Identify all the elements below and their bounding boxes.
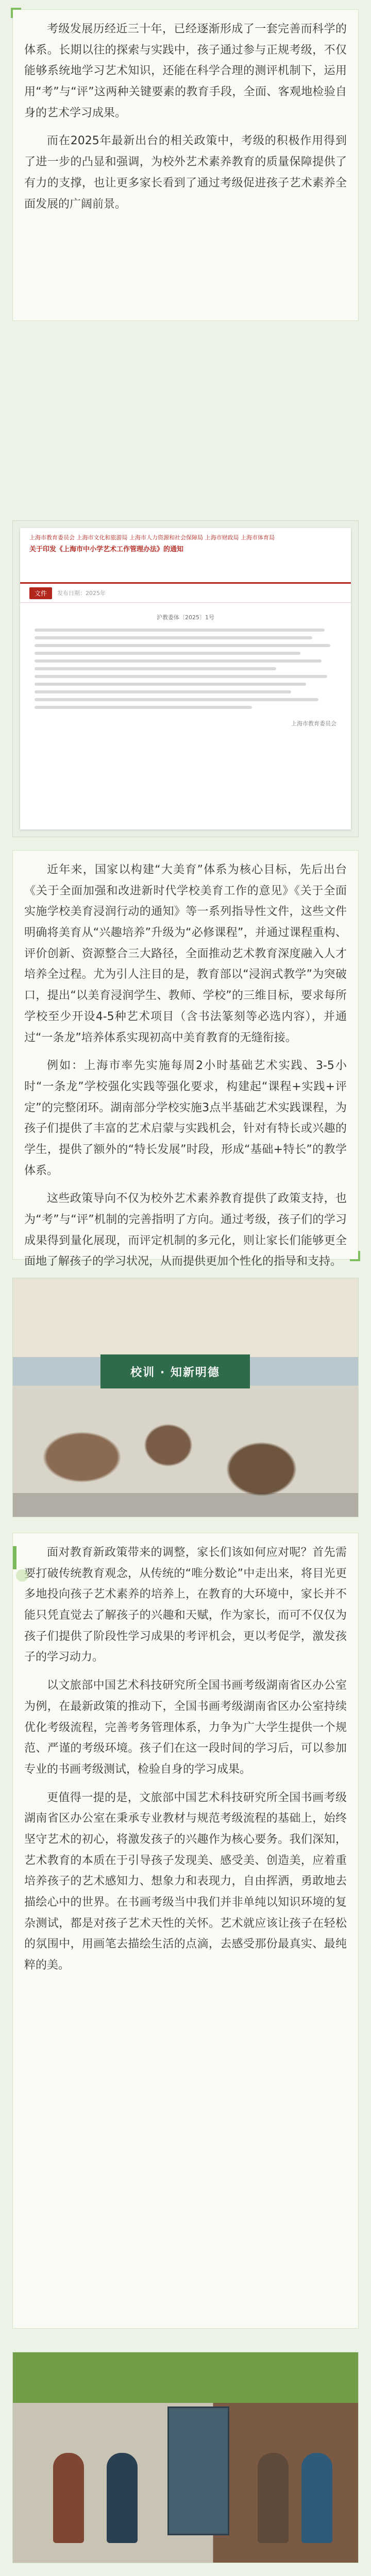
paragraph: 面对教育新政策带来的调整，家长们该如何应对呢？首先需要打破传统教育观念，从传统的“唯分数论”中走出来，将目光更多地投向孩子艺术素养的培养上，在教育的大环境中，家长并不能只凭直觉去了解孩子的兴趣和天赋，作为家长，而可不仅仅为孩子们提供了阶段性学习成果的考评机会，更以考促学，激发孩子的学习动力。 [24,1546,347,1664]
text-line [35,636,312,639]
document-title: 关于印发《上海市中小学艺术工作管理办法》的通知 [29,546,184,553]
exam-venue-photo [12,2352,359,2563]
paragraph: 考级发展历经近三十年，已经逐渐形成了一套完善而科学的体系。长期以往的探索与实践中，孩子通过参与正规考级，不仅能够系统地学习艺术知识，还能在科学合理的测评机制下，运用用“考”与“评”这两种关键要素的教育手段，全面、客观地检验自身的艺术学习成果。 [24,23,347,120]
classroom-photo [12,1278,359,1517]
entrance-gate [167,2406,229,2535]
paragraph: 而在2025年最新出台的相关政策中，考级的积极作用得到了进一步的凸显和强调，为校外艺术素养教育的质量保障提供了有力的支撑，也让更多家长看到了通过考级促进孩子艺术素养全面发展的广阔前景。 [24,134,347,211]
photo-shade [13,1493,358,1517]
document-body [20,603,351,736]
classroom-board: 校训 · 知新明德 [100,1354,250,1388]
paragraph: 例如：上海市率先实施每周2小时基础艺术实践、3-5小时“一条龙”学校强化实践等强化要求，构建起“课程+实践+评定”的完整闭环。湖南部分学校实施3点半基础艺术实践课程，为孩子们提供了丰富的艺术启蒙与实践机会，针对有特长或兴趣的学生，提供了额外的“特长发展”时段，形成“基础+特长”的教学体系。 [24,1059,347,1177]
document-toolbar [20,584,351,603]
policy-section [12,850,359,1268]
text-line [35,659,322,663]
document-number: 沪教委体〔2025〕1号 [157,614,214,621]
paragraph: 更值得一提的是，文旅部中国艺术科技研究所全国书画考级湖南省区办公室在秉承专业教材与规范考级流程的基础上，始终坚守艺术的初心，将激发孩子的兴趣作为核心要务。我们深知，艺术教育的本质在于引导孩子发现美、感受美、创造美，应着重培养孩子的艺术感知力、想象力和表现力，自由挥洒，勇敢地去描绘心中的世界。在书画考级当中我们并非单纯以知识环境的复杂测试，都是对孩子艺术天性的关怀。艺术就应该让孩子在轻松的氛围中，用画笔去描绘生活的点滴，去感受那份最真实、最纯粹的美。 [24,1791,347,1972]
document-card [20,528,351,829]
paragraph: 以文旅部中国艺术科技研究所全国书画考级湖南省区办公室为例，在最新政策的推动下，全国书画考级湖南省区办公室持续优化考级流程，完善考务管理体系，力争为广大学生提供一个规范、严谨的考级环境。孩子们在这一段时间的学习后，可以参加专业的书画考级测试，检验自身的学习成果。 [24,1679,347,1776]
person-figure [107,2453,138,2543]
text-line [35,698,318,701]
paragraph: 这些政策导向不仅为校外艺术素养教育提供了政策支持，也为“考”与“评”机制的完善指明了方向。通过考级，孩子们的学习成果得到量化展现，而评定机制的多元化，则让家长们能够更全面地了解孩子的学习状况，从而提供更加个性化的指导和支持。 [24,1192,347,1268]
intro-section [12,9,359,321]
text-line [35,667,276,670]
corner-decoration [11,8,21,18]
person-figure [301,2453,332,2543]
decoration-dot [16,1569,28,1582]
document-meta: 发布日期：2025年 [57,590,106,597]
text-line [35,644,330,647]
document-issuers: 上海市教育委员会 上海市文化和旅游局 上海市人力资源和社会保障局 上海市财政局 上海市体育局 [29,534,275,541]
section-marker [13,1546,16,1569]
document-header [20,528,351,584]
text-line [35,683,306,686]
text-line [35,629,325,632]
text-line [35,706,252,709]
text-line [35,690,291,693]
document-tag: 文件 [29,587,52,599]
text-line [35,652,300,655]
policy-document-image [12,520,359,837]
response-section [12,1533,359,2329]
person-figure [53,2453,84,2543]
document-signature: 上海市教育委员会 [291,720,336,727]
person-figure [258,2453,289,2543]
corner-decoration [350,1251,360,1261]
text-line [35,675,327,678]
paragraph: 近年来，国家以构建“大美育”体系为核心目标，先后出台《关于全面加强和改进新时代学校美育工作的意见》《关于全面实施学校美育浸润行动的通知》等一系列指导性文件，这些文件明确将美育从“兴趣培养”升级为“必修课程”，并通过课程重构、评价创新、资源整合三大路径，全面推动艺术教育深度融入人才培养全过程。尤为引人注目的是，教育部以“浸润式教学”为突破口，提出“以美育浸润学生、教师、学校”的三维目标，要求每所学校至少开设4-5种艺术项目（含书法篆刻等必选内容），并通过“一条龙”培养体系实现初高中美育教育的无缝衔接。 [24,863,347,1044]
